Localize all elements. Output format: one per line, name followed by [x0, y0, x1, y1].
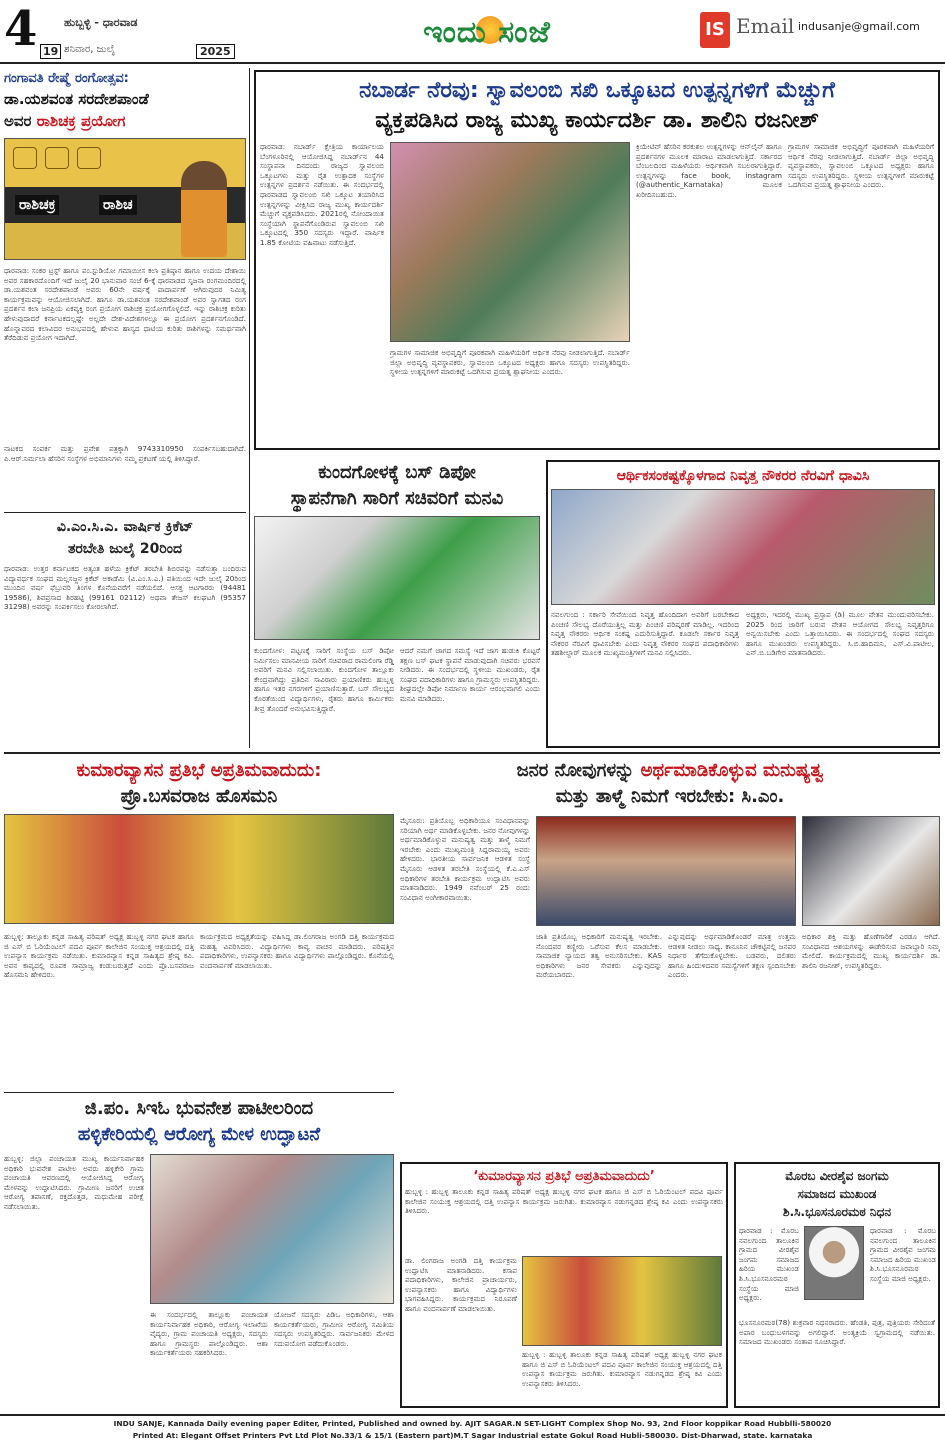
obit-portrait	[804, 1226, 864, 1300]
pension-story-photo	[551, 489, 935, 605]
email-label: Email	[736, 14, 795, 38]
pension-body: ನವಲಗುಂದ : ಸರ್ಕಾರಿ ಸೇವೆಯಿಂದ ನಿವೃತ್ತ ಹೊಂದಿದಾಗ ಅವರಿಗೆ ಬರಬೇಕಾದ ಪಿಂಚಣಿ ಸೌಲಭ್ಯ ದೊರೆಯುತ್ತಿಲ್ಲ ಮತ್ತು ಪಿಂಚಣಿ ಪರಿಷ್ಕರಣೆ ಮಾಡಿಲ್ಲ. ಇದರಿಂದ ನಿವೃತ್ತ ನೌಕರರು ಆರ್ಥಿಕ ಸಂಕಷ್ಟ ಎದುರಿಸುತ್ತಿದ್ದಾರೆ. ಕೂಡಲೇ ಸರ್ಕಾರ ನಿವೃತ್ತ ನೌಕರರ ನೆರವಿಗೆ ಧಾವಿಸಬೇಕು ಎಂದು ನಿವೃತ್ತ ನೌಕರರ ಸಂಘದ ಪದಾಧಿಕಾರಿಗಳು ತಹಶೀಲ್ದಾರ್ ಮೂಲಕ ಮುಖ್ಯಮಂತ್ರಿಗಳಿಗೆ ಮನವಿ ಸಲ್ಲಿಸಿದರು.	[551, 610, 739, 658]
cricket-story	[4, 516, 246, 746]
obit-title-line1: ಮೊರಬ ವೀರಶೈವ ಜಂಗಮ	[785, 1169, 889, 1183]
paper-logo	[392, 10, 582, 54]
footer-line1: INDU SANJE, Kannada Daily evening paper Editer, Printed, Published and owned by. AJIT SAGAR.N SET-LIGHT Complex Shop No. 93, 2nd Floor koppikar Road Hubblli-580020	[113, 1419, 832, 1428]
performer-figure	[181, 161, 227, 257]
top-story-body-cont: ಗ್ರಾಮಗಳ ಸಾಮಾಜಿಕ ಅಭಿವೃದ್ಧಿಗೆ ಪೂರಕವಾಗಿ ಮಹಿಳೆಯರಿಗೆ ಆರ್ಥಿಕ ನೆರವು ನೀಡಲಾಗುತ್ತಿದೆ. ನಬಾರ್ಡ್ ಜಿಲ್ಲಾ ಅಭಿವೃದ್ಧಿ ವ್ಯವಸ್ಥಾಪಕರು, ಸ್ವಾವಲಂಬಿ ಒಕ್ಕೂಟದ ಅಧ್ಯಕ್ಷರು ಹಾಗೂ ಸದಸ್ಯರು ಉಪಸ್ಥಿತರಿದ್ದರು. ಸ್ಥಳೀಯ ಉತ್ಪನ್ನಗಳಿಗೆ ಮಾರುಕಟ್ಟೆ ಒದಗಿಸುವ ಪ್ರಯತ್ನ ಶ್ಲಾಘನೀಯ ಎಂದರು.	[390, 348, 630, 377]
top-story	[254, 70, 940, 450]
rashichakra-photo	[4, 138, 246, 260]
masthead	[0, 0, 945, 64]
health-title-line1: ಜಿ.ಪಂ. ಸಿಇಓ ಭುವನೇಶ ಪಾಟೀಲರಿಂದ	[84, 1098, 314, 1119]
kumara2-body: ಹುಬ್ಬಳ್ಳಿ : ಹುಬ್ಬಳ್ಳಿ ತಾಲೂಕು ಕನ್ನಡ ಸಾಹಿತ್ಯ ಪರಿಷತ್ ಅಧ್ಯಕ್ಷ ಹುಬ್ಬಳ್ಳಿ ನಗರ ಘಟಕ ಹಾಗೂ ಜಿ ಎಸ್ ಬಿ ಓರಿಯೆಂಟಲ್ ಪದವಿ ಪೂರ್ವ ಕಾಲೇಜಿನ ಸಂಯುಕ್ತ ಆಶ್ರಯದಲ್ಲಿ ದತ್ತಿ ಉಪನ್ಯಾಸ ಕಾರ್ಯಕ್ರಮ ಜರುಗಿತು. ಕುಮಾರವ್ಯಾಸ ನಡುಗನ್ನಡದ ಶ್ರೇಷ್ಠ ಕವಿ ಎಂದು ಉಪನ್ಯಾಸಕರು ತಿಳಿಸಿದರು.	[405, 1187, 723, 1216]
top-story-body3: ಗ್ರಾಮಗಳ ಸಾಮಾಜಿಕ ಅಭಿವೃದ್ಧಿಗೆ ಪೂರಕವಾಗಿ ಮಹಿಳೆಯರಿಗೆ ಆರ್ಥಿಕ ನೆರವು ನೀಡಲಾಗುತ್ತಿದೆ. ನಬಾರ್ಡ್ ಜಿಲ್ಲಾ ಅಭಿವೃದ್ಧಿ ವ್ಯವಸ್ಥಾಪಕರು, ಸ್ವಾವಲಂಬಿ ಒಕ್ಕೂಟದ ಅಧ್ಯಕ್ಷರು ಹಾಗೂ ಸದಸ್ಯರು ಉಪಸ್ಥಿತರಿದ್ದರು. ಸ್ಥಳೀಯ ಉತ್ಪನ್ನಗಳಿಗೆ ಮಾರುಕಟ್ಟೆ ಒದಗಿಸುವ ಪ್ರಯತ್ನ ಶ್ಲಾಘನೀಯ ಎಂದರು.	[788, 142, 934, 190]
kumara-story-2	[400, 1162, 728, 1408]
cm-body: ಮೈಸೂರು: ಪ್ರತಿಯೊಬ್ಬ ಅಧಿಕಾರಿಯೂ ಸಂವಿಧಾನವನ್ನು ಸರಿಯಾಗಿ ಅರ್ಥ ಮಾಡಿಕೊಳ್ಳಬೇಕು. ಜನರ ನೋವುಗಳನ್ನು ಅರ್ಥಮಾಡಿಕೊಳ್ಳುವ ಮನುಷ್ಯತ್ವ ಮತ್ತು ತಾಳ್ಮೆ ನಿಮಗೆ ಇರಬೇಕು ಎಂದು ಮುಖ್ಯಮಂತ್ರಿ ಸಿದ್ದರಾಮಯ್ಯ ಅವರು ಹೇಳಿದರು. ಭಾರತೀಯ ಸಾರ್ವಜನಿಕ ಆಡಳಿತ ಸಂಸ್ಥೆ ಮೈಸೂರು ಆಡಳಿತ ತರಬೇತಿ ಸಂಸ್ಥೆಯಲ್ಲಿ ಕೆ.ಎ.ಎಸ್ ಅಧಿಕಾರಿಗಳ ತರಬೇತಿ ಕಾರ್ಯಕ್ರಮ ಉದ್ಘಾಟಿಸಿ ಅವರು ಮಾತನಾಡಿದರು. 1949 ನವೆಂಬರ್ 25 ರಂದು ಸಂವಿಧಾನ ಅಂಗೀಕಾರವಾಯಿತು.	[400, 816, 530, 902]
bus-story-photo	[254, 516, 540, 640]
obituary	[734, 1162, 940, 1408]
bus-title-text: ಕುಂದಗೋಳಕ್ಕೆ ಬಸ್ ಡಿಪೋ	[318, 462, 476, 483]
bus-story-body2: ಆದರೆ ನಮಗೆ ಜಾಗದ ಸಮಸ್ಯೆ ಇದೆ ಜಾಗ ಹುಡುಕಿ ಕೊಟ್ಟರೆ ತಕ್ಷಣ ಬಸ್ ಘಟಕ ಸ್ಥಾಪನೆ ಮಾಡುವುದಾಗಿ ಸಚಿವರು ಭರವಸೆ ನೀಡಿದರು. ಈ ಸಂದರ್ಭದಲ್ಲಿ ಸ್ಥಳೀಯ ಮುಖಂಡರು, ರೈತ ಸಂಘದ ಪದಾಧಿಕಾರಿಗಳು ಹಾಗೂ ಗ್ರಾಮಸ್ಥರು ಉಪಸ್ಥಿತರಿದ್ದರು. ಶೀಘ್ರದಲ್ಲೇ ಡಿಪೋ ನಿರ್ಮಾಣ ಕಾರ್ಯ ಆರಂಭವಾಗಲಿ ಎಂದು ಮನವಿ ಮಾಡಿದರು.	[400, 646, 540, 703]
left-title-highlight: ರಾಶಿಚಕ್ರ ಪ್ರಯೋಗ	[36, 112, 126, 130]
top-story-photo	[390, 142, 630, 342]
weekday-label: ಶನಿವಾರ, ಜುಲೈ	[64, 44, 116, 55]
zodiac-sign-image	[77, 147, 101, 169]
zodiac-sign-image	[13, 147, 37, 169]
cricket-title-line1: ವಿ.ಎಂ.ಸಿ.ಎ. ವಾರ್ಷಿಕ ಕ್ರಿಕೆಟ್	[56, 519, 194, 535]
health-body: ಹುಬ್ಬಳ್ಳಿ: ಜಿಲ್ಲಾ ಪಂಚಾಯತ ಮುಖ್ಯ ಕಾರ್ಯನಿರ್ವಾಹಕ ಅಧಿಕಾರಿ ಭುವನೇಶ ಪಾಟೀಲ ಅವರು ಹಳ್ಳಿಕೇರಿ ಗ್ರಾಮ ಪಂಚಾಯತಿ ಆವರಣದಲ್ಲಿ ಆಯೋಜಿಸಿದ್ದ ಆರೋಗ್ಯ ಮೇಳವನ್ನು ಉದ್ಘಾಟಿಸಿದರು. ಗ್ರಾಮೀಣ ಜನರಿಗೆ ಉಚಿತ ಆರೋಗ್ಯ ತಪಾಸಣೆ, ರಕ್ತದೊತ್ತಡ, ಮಧುಮೇಹ ಪರೀಕ್ಷೆ ನಡೆಸಲಾಯಿತು.	[4, 1154, 144, 1211]
left-kicker: ಗಂಗಾವತಿ ರೇಷ್ಮೆ ರಂಗೋತ್ಸವ:	[4, 71, 129, 86]
date-day: 19	[40, 44, 61, 59]
photo-caption-word: ರಾಶಿಚ	[99, 195, 137, 215]
obit-body-right: ಧಾರವಾಡ : ಮೊರಬ ನವಲಗುಂದ ತಾಲೂಕಿನ ಗ್ರಾಮದ ವೀರಶೈವ ಜಂಗಮ ಸಮಾಜದ ಹಿರಿಯ ಮುಖಂಡ ಶಿ.ಸಿ.ಭೂಸನೂರಮಠ ಸಂಸ್ಥೆಯ ಮಾಜಿ ಅಧ್ಯಕ್ಷರು.	[870, 1226, 936, 1283]
kumara-title-line1: ಕುಮಾರವ್ಯಾಸನ ಪ್ರತಿಭೆ ಅಪ್ರತಿಮವಾದುದು:	[76, 760, 322, 781]
kumara-story-photo	[4, 814, 394, 924]
left-title-word: ಅವರ	[4, 112, 32, 130]
column-divider	[249, 68, 250, 748]
left-divider	[4, 512, 246, 513]
email-address[interactable]: indusanje@gmail.com	[798, 20, 920, 33]
kumara2-body-left: ಡಾ. ಲಿಂಗರಾಜ ಅಂಗಡಿ ದತ್ತಿ ಕಾರ್ಯಕ್ರಮ ಉದ್ಘಾಟಿಸಿ ಮಾತನಾಡಿದರು. ಕಸಾಪ ಪದಾಧಿಕಾರಿಗಳು, ಕಾಲೇಜಿನ ಪ್ರಾಚಾರ್ಯರು, ಉಪನ್ಯಾಸಕರು ಹಾಗೂ ವಿದ್ಯಾರ್ಥಿಗಳು ಭಾಗವಹಿಸಿದ್ದರು. ಕಾರ್ಯಕ್ರಮದ ನಿರೂಪಣೆ ಹಾಗೂ ವಂದನಾರ್ಪಣೆ ಮಾಡಲಾಯಿತು.	[405, 1256, 517, 1313]
left-title-line2	[4, 110, 246, 132]
year-label: 2025	[196, 44, 235, 59]
cm-body4: ಅಧಿಕಾರ ಶಕ್ತಿ ಮತ್ತು ಹೊಣೆಗಾರಿಕೆ ಎರಡೂ ಆಗಿದೆ. ಸಂವಿಧಾನದ ಆಶಯಗಳನ್ನು ಈಡೇರಿಸುವ ಜವಾಬ್ದಾರಿ ನಿಮ್ಮ ಮೇಲಿದೆ. ಕಾರ್ಯಕ್ರಮದಲ್ಲಿ ಮುಖ್ಯ ಕಾರ್ಯದರ್ಶಿ ಡಾ. ಶಾಲಿನಿ ರಜನೀಶ್, ಉಪಸ್ಥಿತರಿದ್ದರು.	[802, 932, 940, 970]
left-story-body: ಧಾರವಾಡ: ಸಂಕಠ ಟ್ರಸ್ಟ್ ಹಾಗೂ ಪಂ.ಸ್ಟುಡಿಯೋ ಗಮಾಯೀಸ ಕಲಾ ಪ್ರತಿಷ್ಠಾನ ಹಾಗೂ ಉದಯ ದೇಶಾಯಿ ಅವರ ಸಹಕಾರದೊಂದಿಗೆ ಇದೆ ಜುಲೈ 20 ಭಾನುವಾರ ಸಂಜೆ 6-ಕ್ಕೆ ಧಾರವಾಡದ ಸೃಜನಾ ರಂಗಮಂದಿರದಲ್ಲಿ ಡಾ.ಯಶವಂತ ಸರದೇಶಪಾಂಡೆ ಅವರು 60ನೇ ವರ್ಷಕ್ಕೆ ಪಾದಾರ್ಪಣೆ ಆಗಿರುವುದರ ನಿಮಿತ್ಯ ಕಾರ್ಯಕ್ರಮವನ್ನು ಆಯೋಜಿಸಲಾಗಿದೆ. ಹಾಗೂ ಡಾ.ಯಶವಂತ ಸರದೇಶಪಾಂಡೆ ಅವರ ಸ್ವಾಗತದ ರಂಗ ಪ್ರದರ್ಶನ ಕಲಾ ಜನಪ್ರಿಯ ಏಕವ್ಯಕ್ತಿ ರಂಗ ಪ್ರಯೋಗ ರಾಶಿಚಕ್ರ ಪ್ರಯೋಗಗೊಳ್ಳಲಿದೆ. ಇನ್ನು ರಾಶಿಚಕ್ರ ಕುರಿತು ಹೇಳುವುದಾದರೆ ಕರ್ನಾಟಕದಲ್ಲಷ್ಟೇ ಅಲ್ಲದೇ ದೇಶ-ವಿದೇಶಗಳಲ್ಲೂ ಈ ಪ್ರಯೋಗ ಪ್ರದರ್ಶನಗೊಂಡಿದೆ. ಹೊನ್ನಾವರದ ಕಲಾವಿದರ ಅನುಭವದಲ್ಲಿ ಹೇಳುವ ಹಾಸ್ಯದ ಧಾಟಿಯ ಕುರಿತು ರಾಶಿಗಳನ್ನು ಸಮರ್ಥವಾಗಿ ತೆರೆದಿಡುವ ಪ್ರಯೋಗ ಇದಾಗಿದೆ.	[4, 266, 246, 343]
health-title-line2: ಹಳ್ಳಿಕೇರಿಯಲ್ಲಿ ಆರೋಗ್ಯ ಮೇಳ ಉದ್ಘಾಟನೆ	[77, 1124, 321, 1145]
kumara-body: ಹುಬ್ಬಳ್ಳಿ: ತಾಲ್ಲೂಕು ಕನ್ನಡ ಸಾಹಿತ್ಯ ಪರಿಷತ್ ಅಧ್ಯಕ್ಷ ಹುಬ್ಬಳ್ಳಿ ನಗರ ಘಟಕ ಹಾಗೂ ಜಿ ಎಸ್ ಬಿ ಓರಿಯೆಂಟಲ್ ಪದವಿ ಪೂರ್ವ ಕಾಲೇಜಿನ ಸಂಯುಕ್ತ ಆಶ್ರಯದಲ್ಲಿ ದತ್ತಿ ಉಪನ್ಯಾಸ ಕಾರ್ಯಕ್ರಮ ನಡೆಯಿತು. ಕುಮಾರವ್ಯಾಸ ಕನ್ನಡ ಸಾಹಿತ್ಯದ ಶ್ರೇಷ್ಠ ಕವಿ. ಅವನ ಕಾವ್ಯದಲ್ಲಿ ರೂಪಕ ಸಾಮ್ರಾಜ್ಯ ಕಂಡುಬರುತ್ತದೆ ಎಂದು ಪ್ರೊ.ಬಸವರಾಜ ಹೊಸಮನಿ ಹೇಳಿದರು.	[4, 932, 194, 980]
top-story-body2: ಕ್ರಿಯೇಟಿವ್ ಹೆಸರಿನ ಕರಕುಶಲ ಉತ್ಪನ್ನಗಳನ್ನು ಆನ್‌ಲೈನ್ ಹಾಗೂ ಪ್ರದರ್ಶನಗಳ ಮೂಲಕ ಮಾರಾಟ ಮಾಡಲಾಗುತ್ತಿದೆ. ಸರ್ಕಾರದ ಬೆಂಬಲದಿಂದ ಮಹಿಳೆಯರು ಆರ್ಥಿಕವಾಗಿ ಸಬಲರಾಗುತ್ತಿದ್ದಾರೆ. ಉತ್ಪನ್ನಗಳನ್ನು face book, instagram (@authentic_Karnataka) ಮೂಲಕ ಖರೀದಿಸಬಹುದು.	[636, 142, 782, 199]
kumara-story	[4, 758, 394, 1088]
obit-title-line2: ಸಮಾಜದ ಮುಖಂಡ	[797, 1187, 877, 1201]
left-story-contact: ನಾಟಕದ ಸಂಪರ್ಕ ಮತ್ತು ಪ್ರವೇಶ ಪತ್ರಕ್ಕಾಗಿ 9743310950 ಸಂಪರ್ಕಿಸಬಹುದಾಗಿದೆ. ಪಿ.ಆರ್.ನಿರ್ಮಲಾ ಹೆಸರಿನ ಸಂಸ್ಥೆಗಳ ಅಭಿಮಾನಿಗಳು ನಮ್ಮ ಪ್ರಕಟಣೆ ಯಲ್ಲಿ ತಿಳಿಸಿದ್ದಾರೆ.	[4, 444, 246, 463]
cm-body2: ಜಾತಿ ಪ್ರತಿಯೊಬ್ಬ ಅಧಿಕಾರಿಗೆ ಮನುಷ್ಯತ್ವ ಇರಬೇಕು. ನೊಂದವರ ಕಣ್ಣೀರು ಒರೆಸುವ ಕೆಲಸ ಮಾಡಬೇಕು. ಸಾಮಾಜಿಕ ನ್ಯಾಯದ ತತ್ವ ಅನುಸರಿಸಬೇಕು. KAS ಅಧಿಕಾರಿಗಳು ಜನರ ಸೇವಕರು ಎನ್ನುವುದನ್ನು ಮರೆಯಬಾರದು.	[536, 932, 662, 980]
health-body3: ಯೋಜನೆ ಸದಸ್ಯರು ಪಿಡಿಒ ಅಧಿಕಾರಿಗಳು, ಆಶಾ ಕಾರ್ಯಕರ್ತೆಯರು, ಗ್ರಾಮೀಣ ಆರೋಗ್ಯ ಸಮಿತಿಯ ಸದಸ್ಯರು ಉಪಸ್ಥಿತರಿದ್ದರು. ಸಾರ್ವಜನಿಕರು ಮೇಳದ ಸದುಪಯೋಗ ಪಡೆದುಕೊಂಡರು.	[274, 1310, 394, 1348]
kumara2-title: ‘ಕುಮಾರವ್ಯಾಸನ ಪ್ರತಿಭೆ ಅಪ್ರತಿಮವಾದುದು’	[473, 1169, 655, 1184]
obit-title-line3: ಶಿ.ಸಿ.ಭೂಸನೂರಮಠ ನಿಧನ	[783, 1205, 891, 1219]
top-story-title-line2: ವ್ಯಕ್ತಪಡಿಸಿದ ರಾಜ್ಯ ಮುಖ್ಯ ಕಾರ್ಯದರ್ಶಿ ಡಾ. ಶಾಲಿನಿ ರಜನೀಶ್	[375, 108, 819, 133]
pension-title: ಆರ್ಥಿಕಸಂಕಷ್ಟಕ್ಕೊಳಗಾದ ನಿವೃತ್ತ ನೌಕರರ ನೆರವಿಗೆ ಧಾವಿಸಿ	[616, 468, 870, 484]
cm-title-line2: ಮತ್ತು ತಾಳ್ಮೆ ನಿಮಗೆ ಇರಬೇಕು: ಸಿ.ಎಂ.	[555, 786, 785, 807]
cm-speaker-photo	[802, 816, 940, 926]
footer-line2: Printed At: Elegant Offset Printers Pvt Ltd Plot No.33/1 & 15/1 (Eastern part)M.T Sagar Industrial estate Gokul Road Hubli-580030. Dist-Dharwad, state. karnataka	[132, 1431, 813, 1440]
cm-title-part: ಜನರ ನೋವುಗಳನ್ನು	[516, 760, 635, 781]
cricket-title-line2: ತರಬೇತಿ ಜುಲೈ 20ರಿಂದ	[67, 541, 183, 557]
kumara-body2: ಕಾರ್ಯಕ್ರಮದ ಅಧ್ಯಕ್ಷತೆಯನ್ನು ವಹಿಸಿದ್ದ ಡಾ.ಲಿಂಗರಾಜ ಅಂಗಡಿ ದತ್ತಿ ಕಾರ್ಯಕ್ರಮದ ಮಹತ್ವ ವಿವರಿಸಿದರು. ವಿದ್ಯಾರ್ಥಿಗಳು ಕಾವ್ಯ ವಾಚನ ಮಾಡಿದರು. ಪರಿಷತ್ತಿನ ಪದಾಧಿಕಾರಿಗಳು, ಉಪನ್ಯಾಸಕರು ಹಾಗೂ ವಿದ್ಯಾರ್ಥಿಗಳು ಪಾಲ್ಗೊಂಡಿದ್ದರು. ಕೊನೆಯಲ್ಲಿ ವಂದನಾರ್ಪಣೆ ಮಾಡಲಾಯಿತು.	[200, 932, 394, 970]
left-column-story	[4, 70, 246, 470]
kumara2-photo	[522, 1256, 722, 1346]
bus-title-line2: ಸ್ಥಾಪನೆಗಾಗಿ ಸಾರಿಗೆ ಸಚಿವರಿಗೆ ಮನವಿ	[290, 488, 504, 509]
cm-title-highlight: ಅರ್ಥಮಾಡಿಕೊಳ್ಳುವ ಮನುಷ್ಯತ್ವ	[640, 760, 824, 781]
cm-auditorium-photo	[536, 816, 796, 926]
zodiac-sign-image	[45, 147, 69, 169]
section-rule	[4, 1092, 394, 1093]
kumara-title-line2: ಪ್ರೊ.ಬಸವರಾಜ ಹೊಸಮನಿ	[120, 786, 278, 807]
top-story-title-line1: ನಬಾರ್ಡ ನೆರವು: ಸ್ವಾವಲಂಬಿ ಸಖಿ ಒಕ್ಕೂಟದ ಉತ್ಪನ್ನಗಳಿಗೆ ಮೆಚ್ಚುಗೆ	[359, 78, 835, 103]
obit-body: ಧಾರವಾಡ : ಮೊರಬ ನವಲಗುಂದ ತಾಲೂಕಿನ ಗ್ರಾಮದ ವೀರಶೈವ ಜಂಗಮ ಸಮಾಜದ ಹಿರಿಯ ಮುಖಂಡ ಶಿ.ಸಿ.ಭೂಸನೂರಮಠ ಸಂಸ್ಥೆಯ ಮಾಜಿ ಅಧ್ಯಕ್ಷರು.	[739, 1226, 799, 1303]
bus-story	[254, 460, 540, 748]
photo-caption-word: ರಾಶಿಚಕ್ರ	[15, 195, 59, 215]
footer	[0, 1414, 945, 1446]
bus-story-body: ಕುಂದಗೋಳ: ಪಟ್ಟಣಕ್ಕೆ ಸಾರಿಗೆ ಸಂಸ್ಥೆಯ ಬಸ್ ಡಿಪೋ ನಿರ್ಮಿಸಲು ಮಾನವೀಯ ಸಾರಿಗೆ ಸಚಿವರಾದ ರಾಮಲಿಂಗಾ ರೆಡ್ಡಿ ಅವರಿಗೆ ಮನವಿ ಸಲ್ಲಿಸಲಾಯಿತು. ಕುಂದಗೋಳ ತಾಲ್ಲೂಕು ಕೇಂದ್ರವಾಗಿದ್ದು ಪ್ರತಿದಿನ ಸಾವಿರಾರು ಪ್ರಯಾಣಿಕರು ಹುಬ್ಬಳ್ಳಿ ಹಾಗೂ ಇತರ ನಗರಗಳಿಗೆ ಪ್ರಯಾಣಿಸುತ್ತಾರೆ. ಬಸ್ ಸೌಲಭ್ಯದ ಕೊರತೆಯಿಂದ ವಿದ್ಯಾರ್ಥಿಗಳು, ರೈತರು ಹಾಗೂ ಕಾರ್ಮಿಕರು ತೀವ್ರ ತೊಂದರೆ ಅನುಭವಿಸುತ್ತಿದ್ದಾರೆ.	[254, 646, 394, 713]
place-label: ಹುಬ್ಬಳ್ಳಿ - ಧಾರವಾಡ	[64, 16, 138, 29]
masthead-rule	[0, 62, 945, 64]
logo-badge: IS	[700, 12, 730, 48]
health-camp-photo	[150, 1154, 394, 1304]
cricket-body: ಧಾರವಾಡ: ಉತ್ತರ ಕರ್ನಾಟಕದ ಅತ್ಯಂತ ಹಳೆಯ ಕ್ರಿಕೆಟ್ ತರಬೇತಿ ಶಿಬಿರವನ್ನು ನಡೆಸುತ್ತಾ ಬಂದಿರುವ ವಿದ್ಯಾವರ್ಧಕ ಸಂಘದ ಮಲ್ಲಸಜ್ಜನ ಕ್ರಿಕೆಟ್ ಅಕಾಡೆಮಿ (ವಿ.ಎಂ.ಸಿ.ಎ.) ವತಿಯಿಂದ ಇದೇ ಜುಲೈ 20ರಿಂದ ಮುಂದಿನ ವರ್ಷ ಫೆಬ್ರುವರಿ ತಿಂಗಳ ಕೊನೆಯವರೆಗೆ ನಡೆಯಲಿದೆ. ಆಸಕ್ತ ಆಟಗಾರರು (94481 19586), ಶಿವಪ್ರಸಾದ ಶಿರಹಟ್ಟಿ (99161 02112) ಅಥವಾ ತೇಜಸ್ ಕಲಘಟಗಿ (95357 31298) ಅವರನ್ನು ಸಂಪರ್ಕಿಸಲು ಕೋರಲಾಗಿದೆ.	[4, 564, 246, 612]
section-rule	[4, 752, 940, 754]
cm-body3: ಎನ್ನುವುದನ್ನು ಅರ್ಥಮಾಡಿಕೊಂಡರೆ ಮಾತ್ರ ಉತ್ತಮ ಆಡಳಿತ ನೀಡಲು ಸಾಧ್ಯ. ಕಾನೂನಿನ ಚೌಕಟ್ಟಿನಲ್ಲಿ ಜನಪರ ನಿರ್ಧಾರ ತೆಗೆದುಕೊಳ್ಳಬೇಕು. ಬಡವರು, ದಲಿತರು ಹಾಗೂ ಹಿಂದುಳಿದವರ ಸಮಸ್ಯೆಗಳಿಗೆ ತಕ್ಷಣ ಸ್ಪಂದಿಸಬೇಕು ಎಂದರು.	[668, 932, 796, 980]
kumara2-body-cont: ಹುಬ್ಬಳ್ಳಿ : ಹುಬ್ಬಳ್ಳಿ ತಾಲೂಕು ಕನ್ನಡ ಸಾಹಿತ್ಯ ಪರಿಷತ್ ಅಧ್ಯಕ್ಷ ಹುಬ್ಬಳ್ಳಿ ನಗರ ಘಟಕ ಹಾಗೂ ಜಿ ಎಸ್ ಬಿ ಓರಿಯೆಂಟಲ್ ಪದವಿ ಪೂರ್ವ ಕಾಲೇಜಿನ ಸಂಯುಕ್ತ ಆಶ್ರಯದಲ್ಲಿ ದತ್ತಿ ಉಪನ್ಯಾಸ ಕಾರ್ಯಕ್ರಮ ಜರುಗಿತು. ಕುಮಾರವ್ಯಾಸ ನಡುಗನ್ನಡದ ಶ್ರೇಷ್ಠ ಕವಿ ಎಂದು ಉಪನ್ಯಾಸಕರು ತಿಳಿಸಿದರು.	[522, 1350, 722, 1388]
top-story-body: ಧಾರವಾಡ: ನಬಾರ್ಡ್ ಕ್ಷೇತ್ರಿಯ ಕಾರ್ಯಾಲಯ ಬೆಂಗಳೂರಿನಲ್ಲಿ ಆಯೋಜಿಸಿದ್ದ ನಬಾರ್ಡ್‌ನ 44 ಸಂಸ್ಥಾಪನಾ ದಿನದಂದು ರಾಜ್ಯದ ಸ್ವಾವಲಂಬಿ ಒಕ್ಕೂಟಗಳು ಮತ್ತು ರೈತ ಉತ್ಪಾದಕ ಸಂಸ್ಥೆಗಳ ಉತ್ಪನ್ನಗಳ ಪ್ರದರ್ಶನ ನಡೆಯಿತು. ಈ ಸಂದರ್ಭದಲ್ಲಿ ಧಾರವಾಡದ ಸ್ವಾವಲಂಬಿ ಸಖಿ ಒಕ್ಕೂಟ ತಯಾರಿಸಿದ ಉತ್ಪನ್ನಗಳನ್ನು ವೀಕ್ಷಿಸಿದ ರಾಜ್ಯ ಮುಖ್ಯ ಕಾರ್ಯದರ್ಶಿ ಮೆಚ್ಚುಗೆ ವ್ಯಕ್ತಪಡಿಸಿದರು. 2021ರಲ್ಲಿ ನೋಂದಾಯಿತ ಸಂಸ್ಥೆಯಾಗಿ ಸ್ಥಾಪನೆಗೊಂಡಿರುವ ಸ್ವಾವಲಂಬಿ ಸಖಿ ಒಕ್ಕೂಟದಲ್ಲಿ 350 ಸದಸ್ಯರು ಇದ್ದಾರೆ. ವಾರ್ಷಿಕ 1.85 ಕೋಟಿಯ ವಹಿವಾಟು ನಡೆಸುತ್ತಿದೆ.	[260, 142, 384, 247]
cm-title-line1	[400, 758, 940, 784]
health-story	[4, 1096, 394, 1408]
paper-name: ಇಂದು ಸಂಜೆ	[423, 14, 551, 50]
health-body2: ಈ ಸಂದರ್ಭದಲ್ಲಿ ತಾಲ್ಲೂಕು ಪಂಚಾಯತ ಕಾರ್ಯನಿರ್ವಾಹಕ ಅಧಿಕಾರಿ, ಆರೋಗ್ಯ ಇಲಾಖೆಯ ವೈದ್ಯರು, ಗ್ರಾಮ ಪಂಚಾಯತಿ ಅಧ್ಯಕ್ಷರು, ಸದಸ್ಯರು ಹಾಗೂ ಗ್ರಾಮಸ್ಥರು ಪಾಲ್ಗೊಂಡಿದ್ದರು. ಆಶಾ ಕಾರ್ಯಕರ್ತೆಯರು ಸಹಕರಿಸಿದರು.	[150, 1310, 268, 1358]
pension-body2: ಅಧ್ಯಕ್ಷರು, ಇದರಲ್ಲಿ ಮುಖ್ಯ ಪ್ರಸ್ತಾಪ (ಡಿ) ಮೂಲ ವೇತನ ಮುಂದುವರಿಸಬೇಕು. 2025 ರಿಂದ ಜಾರಿಗೆ ಬರುವ ವೇತನ ಆಯೋಗದ ಸೌಲಭ್ಯ ನಿವೃತ್ತರಿಗೂ ಅನ್ವಯಿಸಬೇಕು ಎಂದು ಒತ್ತಾಯಿಸಿದರು. ಈ ಸಂದರ್ಭದಲ್ಲಿ ಸಂಘದ ಸದಸ್ಯರು ಹಾಗೂ ಮುಖಂಡರು ಉಪಸ್ಥಿತರಿದ್ದರು. ಸಿ.ಬಿ.ಹಾದಿಮನಿ, ಎಸ್.ವಿ.ಪಾಟೀಲ, ಎನ್.ಬಿ.ಬಡಿಗೇರ ಮಾತನಾಡಿದರು.	[746, 610, 934, 658]
bus-title-line1	[254, 460, 540, 486]
obit-body2: ಭೂಸನೂರಮಠ(78) ಶುಕ್ರವಾರ ನಿಧನರಾದರು. ಹೆಂಡತಿ, ಪುತ್ರ, ಪುತ್ರಿಯರು ಸೇರಿದಂತೆ ಅಪಾರ ಬಂಧುಬಳಗವನ್ನು ಅಗಲಿದ್ದಾರೆ. ಅಂತ್ಯಕ್ರಿಯೆ ಸ್ವಗ್ರಾಮದಲ್ಲಿ ನಡೆಯಿತು. ಸಮಾಜದ ಮುಖಂಡರು ಸಂತಾಪ ಸೂಚಿಸಿದ್ದಾರೆ.	[739, 1318, 935, 1347]
cm-story	[400, 758, 940, 1158]
left-title-line1: ಡಾ.ಯಶವಂತ ಸರದೇಶಪಾಂಡೆ	[4, 90, 149, 108]
pension-story	[546, 460, 940, 748]
page-number: 4	[4, 1, 38, 57]
